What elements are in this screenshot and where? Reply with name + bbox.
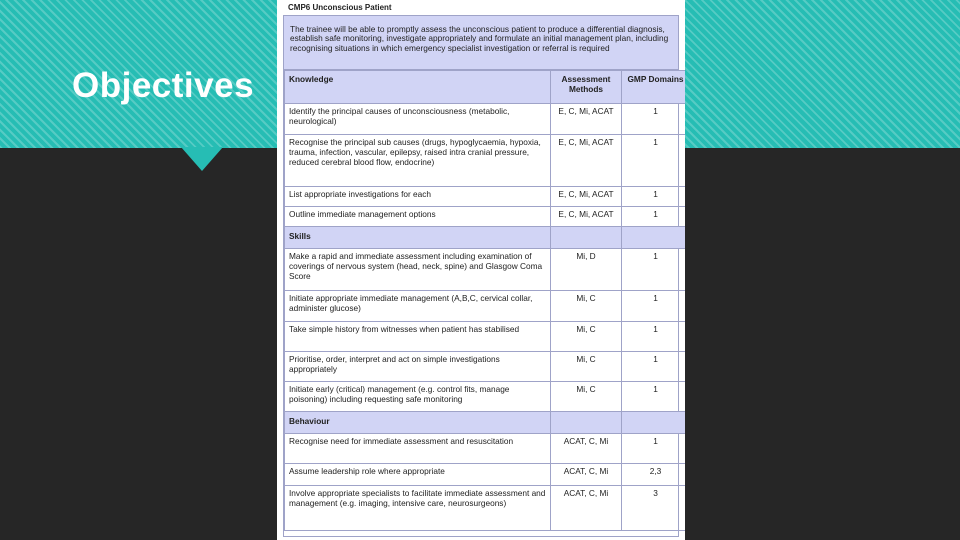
table-row xyxy=(285,135,686,187)
gmp-domains: 1 xyxy=(622,104,686,135)
table-header-row xyxy=(285,71,686,104)
gmp-domains: 1 xyxy=(622,382,686,412)
domains-header: GMP Domains xyxy=(622,71,686,104)
assessment-methods: E, C, Mi, ACAT xyxy=(551,135,622,187)
intro-paragraph: The trainee will be able to promptly assess the unconscious patient to produce a differential diagnosis, establish safe monitoring, investigate appropriately and formulate an initial management plan, including recognising situations in which emergency specialist investigation or referral is required xyxy=(284,16,678,70)
curriculum-document xyxy=(277,0,685,540)
objective-text: Recognise the principal sub causes (drugs, hypoglycaemia, hypoxia, trauma, infection, vascular, epilepsy, raised intra cranial pressure, reduced cerebral blood flow, endocrine) xyxy=(285,135,551,187)
objective-text: Initiate appropriate immediate management (A,B,C, cervical collar, administer glucose) xyxy=(285,291,551,322)
skills-label: Skills xyxy=(285,227,551,249)
table-row xyxy=(285,464,686,486)
table-row xyxy=(285,352,686,382)
banner-notch xyxy=(181,147,223,171)
assessment-methods: Mi, C xyxy=(551,382,622,412)
gmp-domains: 2,3 xyxy=(622,464,686,486)
knowledge-header: Knowledge xyxy=(285,71,551,104)
gmp-domains: 3 xyxy=(622,486,686,531)
table-row xyxy=(285,322,686,352)
gmp-domains: 1 xyxy=(622,135,686,187)
section-row-behaviour xyxy=(285,412,686,434)
objective-text: Assume leadership role where appropriate xyxy=(285,464,551,486)
table-row xyxy=(285,104,686,135)
assessment-methods: Mi, C xyxy=(551,352,622,382)
assessment-methods: ACAT, C, Mi xyxy=(551,434,622,464)
objective-text: Identify the principal causes of unconsciousness (metabolic, neurological) xyxy=(285,104,551,135)
assessment-methods: ACAT, C, Mi xyxy=(551,486,622,531)
methods-header: Assessment Methods xyxy=(551,71,622,104)
table-row xyxy=(285,434,686,464)
assessment-methods: Mi, C xyxy=(551,291,622,322)
assessment-methods: Mi, D xyxy=(551,249,622,291)
table-row xyxy=(285,249,686,291)
table-row xyxy=(285,382,686,412)
assessment-methods: Mi, C xyxy=(551,322,622,352)
assessment-methods: E, C, Mi, ACAT xyxy=(551,104,622,135)
table-row xyxy=(285,207,686,227)
assessment-methods: E, C, Mi, ACAT xyxy=(551,187,622,207)
objective-text: Prioritise, order, interpret and act on simple investigations appropriately xyxy=(285,352,551,382)
objective-text: Involve appropriate specialists to facilitate immediate assessment and management (e.g. imaging, intensive care, neurosurgeons) xyxy=(285,486,551,531)
objective-text: Recognise need for immediate assessment and resuscitation xyxy=(285,434,551,464)
gmp-domains: 1 xyxy=(622,352,686,382)
objective-text: Take simple history from witnesses when patient has stabilised xyxy=(285,322,551,352)
gmp-domains: 1 xyxy=(622,291,686,322)
objective-text: List appropriate investigations for each xyxy=(285,187,551,207)
assessment-methods: E, C, Mi, ACAT xyxy=(551,207,622,227)
gmp-domains: 1 xyxy=(622,434,686,464)
table-row xyxy=(285,187,686,207)
assessment-methods: ACAT, C, Mi xyxy=(551,464,622,486)
gmp-domains: 1 xyxy=(622,322,686,352)
table-row xyxy=(285,291,686,322)
objective-text: Initiate early (critical) management (e.g. control fits, manage poisoning) including requesting safe monitoring xyxy=(285,382,551,412)
gmp-domains: 1 xyxy=(622,207,686,227)
objective-text: Make a rapid and immediate assessment including examination of coverings of nervous system (head, neck, spine) and Glasgow Coma Score xyxy=(285,249,551,291)
section-row-skills xyxy=(285,227,686,249)
gmp-domains: 1 xyxy=(622,249,686,291)
gmp-domains: 1 xyxy=(622,187,686,207)
document-header: CMP6 Unconscious Patient xyxy=(288,3,392,12)
table-row xyxy=(285,486,686,531)
objectives-table xyxy=(284,70,685,531)
document-frame xyxy=(283,15,684,537)
objective-text: Outline immediate management options xyxy=(285,207,551,227)
slide-title: Objectives xyxy=(72,66,255,105)
behaviour-label: Behaviour xyxy=(285,412,551,434)
